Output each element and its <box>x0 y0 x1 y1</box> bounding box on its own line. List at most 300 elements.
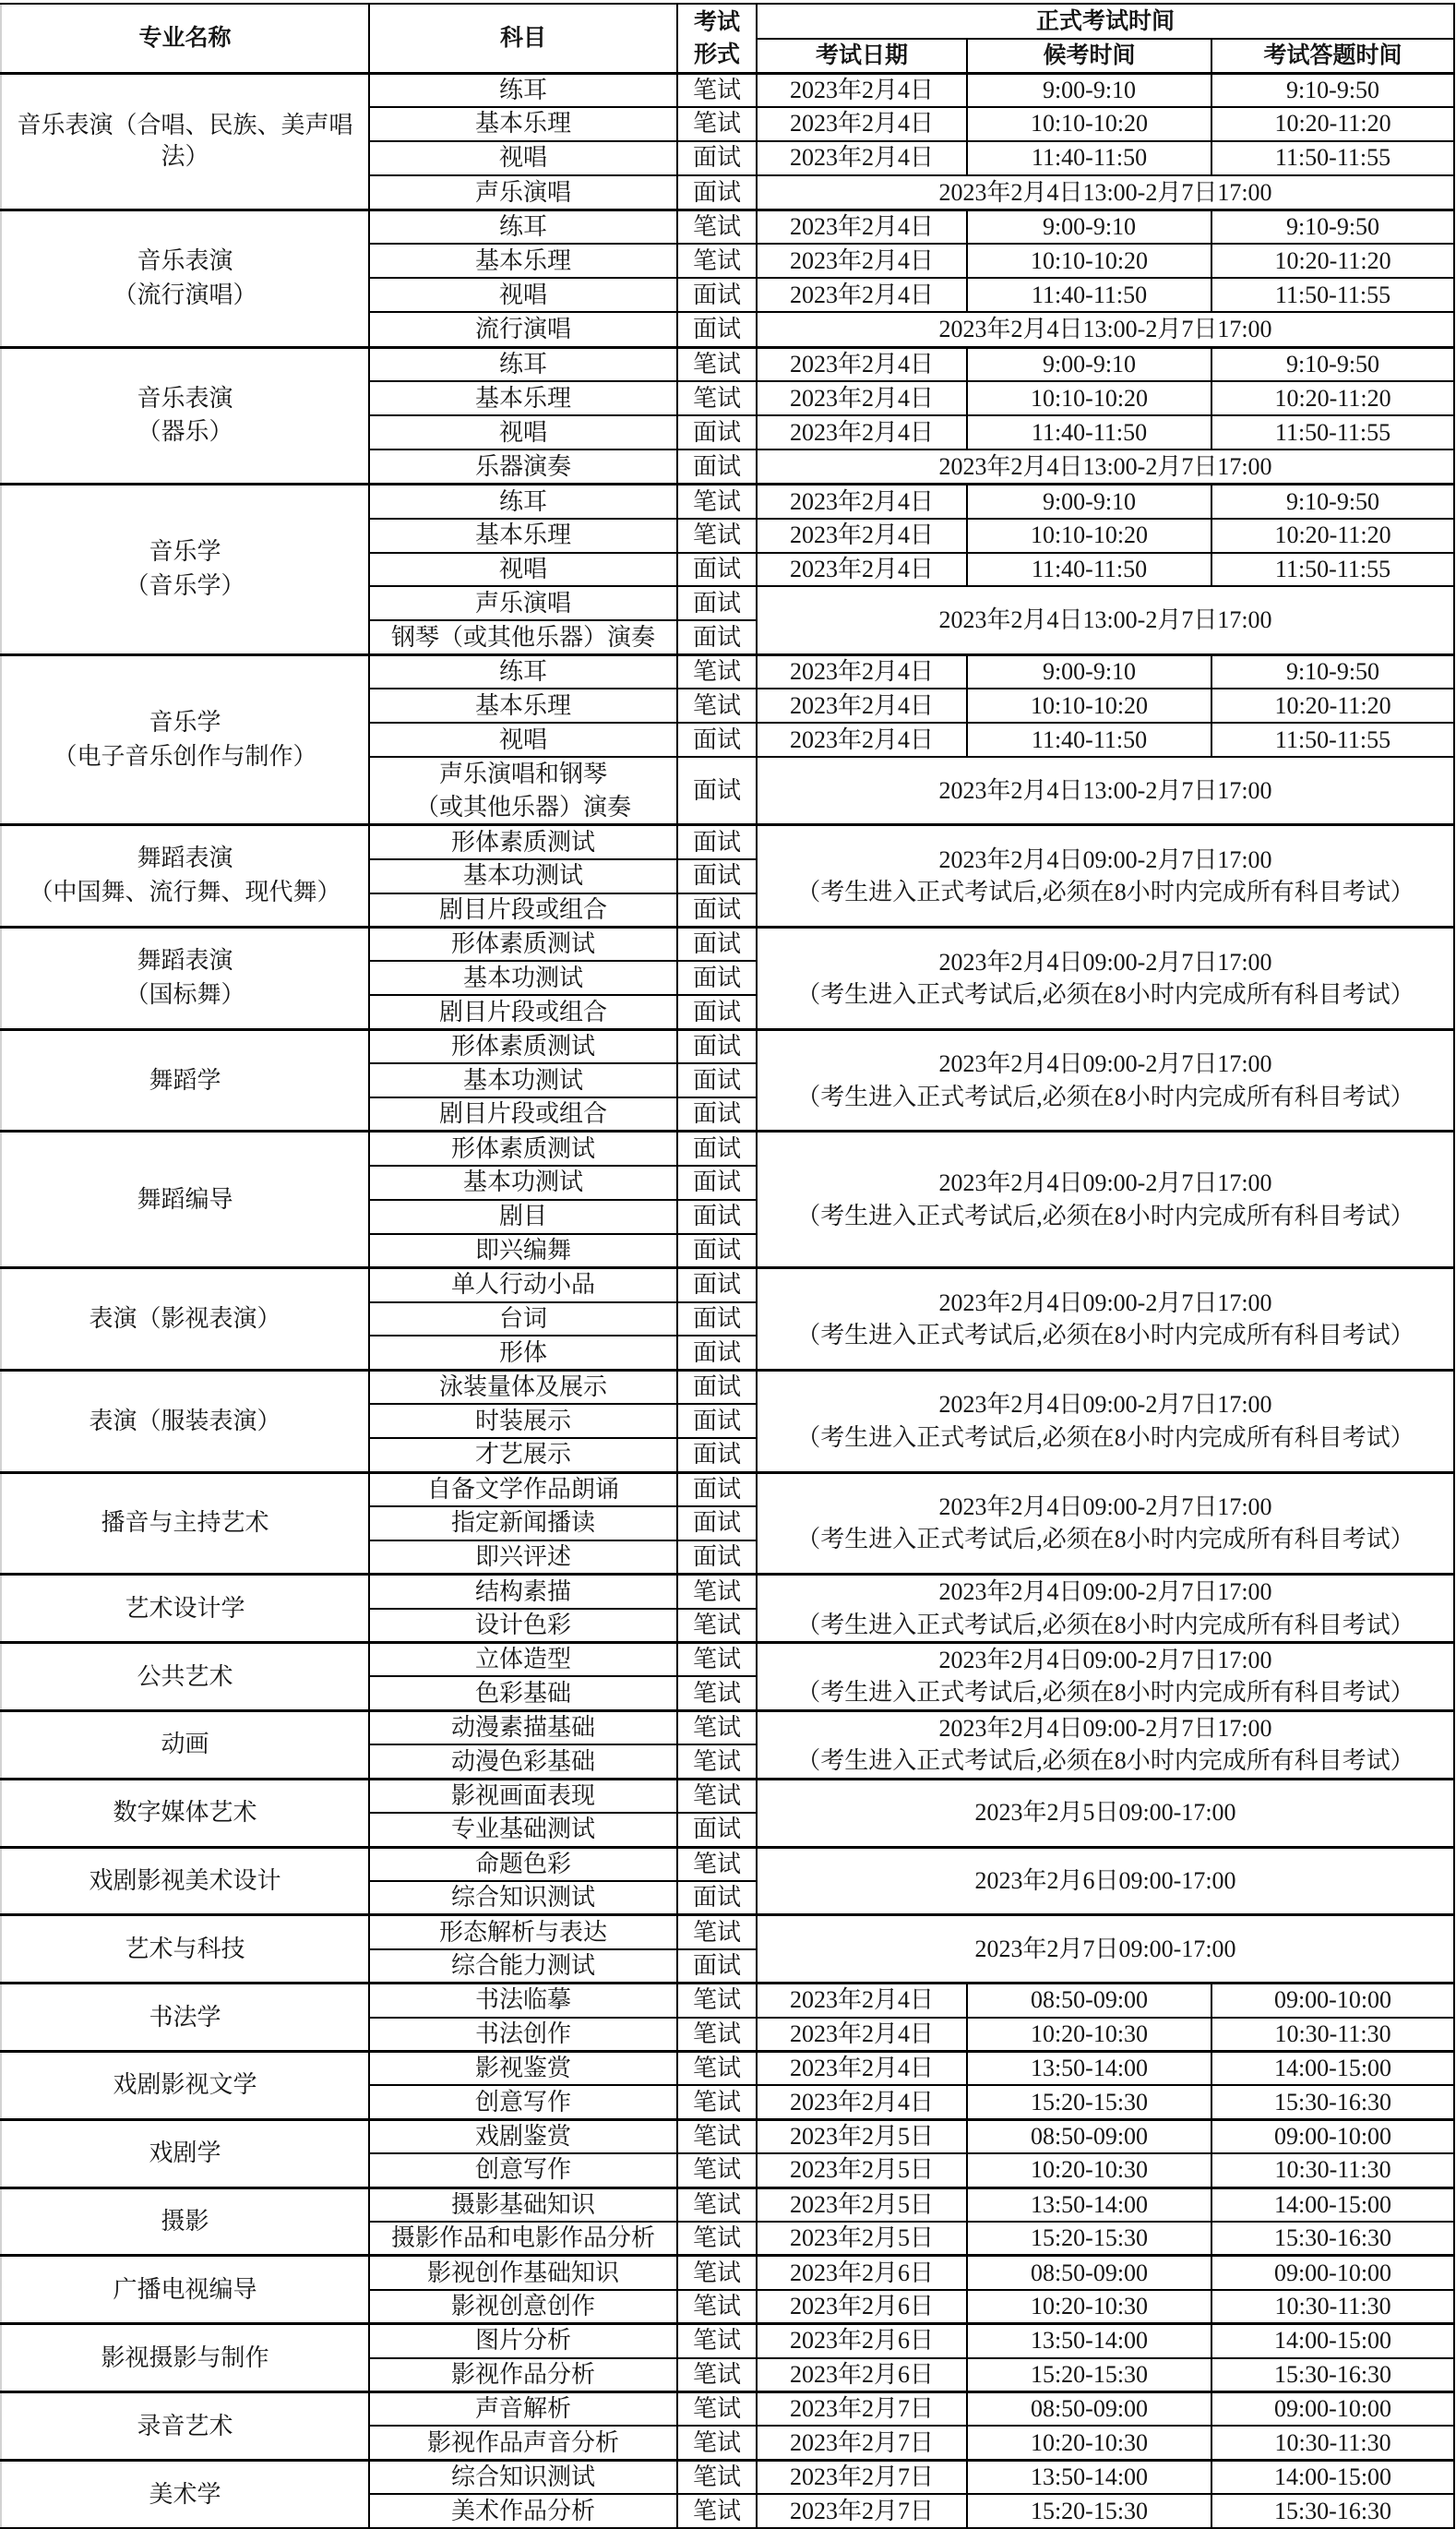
merged-time-cell <box>757 1847 1454 1915</box>
merged-time-cell <box>757 586 1454 654</box>
waiting-time-cell: 11:40-11:50 <box>967 278 1211 312</box>
table-header <box>1 4 1454 73</box>
waiting-time-cell: 11:40-11:50 <box>967 553 1211 587</box>
header-exam-form <box>677 4 757 73</box>
major-name-cell: 书法学 <box>1 1984 369 2052</box>
table-row <box>1 1268 1454 1302</box>
answer-time-cell: 11:50-11:55 <box>1211 723 1454 757</box>
major-name-cell: 艺术设计学 <box>1 1575 369 1643</box>
exam-form-cell: 面试 <box>677 1302 757 1336</box>
merged-time-line: 2023年2月4日09:00-2月7日17:00 <box>938 1050 1272 1078</box>
major-name-cell: 播音与主持艺术 <box>1 1472 369 1575</box>
major-name-line: （中国舞、流行舞、现代舞） <box>29 879 341 906</box>
exam-form-cell: 面试 <box>677 893 757 928</box>
major-name-cell <box>1 347 369 485</box>
subject-cell: 乐器演奏 <box>369 449 677 485</box>
answer-time-cell: 11:50-11:55 <box>1211 553 1454 587</box>
subject-cell: 视唱 <box>369 141 677 175</box>
subject-cell: 即兴编舞 <box>369 1234 677 1268</box>
answer-time-cell: 10:20-11:20 <box>1211 519 1454 553</box>
exam-form-cell: 面试 <box>677 1063 757 1097</box>
exam-date-cell: 2023年2月4日 <box>757 381 967 415</box>
answer-time-cell: 9:10-9:50 <box>1211 347 1454 381</box>
table-row <box>1 928 1454 962</box>
waiting-time-cell: 15:20-15:30 <box>967 2358 1211 2392</box>
header-official-time: 正式考试时间 <box>757 4 1454 39</box>
waiting-time-cell: 08:50-09:00 <box>967 1984 1211 2018</box>
table-row <box>1 2460 1454 2494</box>
waiting-time-cell: 10:20-10:30 <box>967 2153 1211 2187</box>
merged-time-line: 2023年2月4日09:00-2月7日17:00 <box>938 1578 1272 1606</box>
subject-cell: 戏剧鉴赏 <box>369 2119 677 2153</box>
major-name-cell: 摄影 <box>1 2187 369 2256</box>
exam-form-cell: 面试 <box>677 553 757 587</box>
major-name-line: （流行演唱） <box>113 281 257 308</box>
merged-time-line: （考生进入正式考试后,必须在8小时内完成所有科目考试） <box>796 1747 1414 1775</box>
exam-form-cell: 面试 <box>677 175 757 210</box>
major-name-line: 舞蹈表演 <box>137 845 233 872</box>
waiting-time-cell: 10:10-10:20 <box>967 244 1211 278</box>
subject-cell: 台词 <box>369 1302 677 1336</box>
subject-cell: 色彩基础 <box>369 1676 677 1710</box>
waiting-time-cell: 13:50-14:00 <box>967 2460 1211 2494</box>
exam-date-cell: 2023年2月4日 <box>757 347 967 381</box>
exam-date-cell: 2023年2月6日 <box>757 2324 967 2358</box>
answer-time-cell: 15:30-16:30 <box>1211 2085 1454 2119</box>
answer-time-cell: 15:30-16:30 <box>1211 2222 1454 2256</box>
exam-form-cell: 面试 <box>677 1336 757 1370</box>
exam-form-cell: 笔试 <box>677 2358 757 2392</box>
subject-cell: 练耳 <box>369 654 677 689</box>
header-waiting-time: 候考时间 <box>967 39 1211 73</box>
waiting-time-cell: 10:20-10:30 <box>967 2018 1211 2052</box>
subject-cell: 单人行动小品 <box>369 1268 677 1302</box>
exam-date-cell: 2023年2月4日 <box>757 485 967 519</box>
table-row <box>1 1370 1454 1404</box>
exam-form-cell: 面试 <box>677 995 757 1029</box>
table-row <box>1 2051 1454 2085</box>
answer-time-cell: 9:10-9:50 <box>1211 73 1454 107</box>
table-row <box>1 1029 1454 1063</box>
exam-date-cell: 2023年2月7日 <box>757 2460 967 2494</box>
answer-time-cell: 14:00-15:00 <box>1211 2460 1454 2494</box>
subject-cell: 基本功测试 <box>369 1166 677 1200</box>
waiting-time-cell: 11:40-11:50 <box>967 141 1211 175</box>
subject-line: 声乐演唱和钢琴 <box>438 761 607 788</box>
waiting-time-cell: 9:00-9:10 <box>967 654 1211 689</box>
exam-form-cell: 笔试 <box>677 2085 757 2119</box>
answer-time-cell: 10:20-11:20 <box>1211 689 1454 723</box>
merged-time-line: （考生进入正式考试后,必须在8小时内完成所有科目考试） <box>796 1526 1414 1553</box>
subject-cell: 剧目片段或组合 <box>369 1097 677 1132</box>
merged-time-line: 2023年2月6日09:00-17:00 <box>974 1867 1236 1895</box>
merged-time-cell <box>757 1575 1454 1643</box>
header-exam-date: 考试日期 <box>757 39 967 73</box>
waiting-time-cell: 10:20-10:30 <box>967 2290 1211 2324</box>
subject-cell: 命题色彩 <box>369 1847 677 1881</box>
exam-date-cell: 2023年2月6日 <box>757 2290 967 2324</box>
subject-cell: 基本乐理 <box>369 689 677 723</box>
subject-cell: 声乐演唱 <box>369 175 677 210</box>
exam-form-cell: 笔试 <box>677 2256 757 2290</box>
header-answer-time: 考试答题时间 <box>1211 39 1454 73</box>
subject-cell: 综合知识测试 <box>369 2460 677 2494</box>
answer-time-cell: 14:00-15:00 <box>1211 2324 1454 2358</box>
exam-form-cell: 笔试 <box>677 689 757 723</box>
table-row <box>1 210 1454 245</box>
merged-time-line: （考生进入正式考试后,必须在8小时内完成所有科目考试） <box>796 1083 1414 1110</box>
subject-cell: 视唱 <box>369 553 677 587</box>
exam-form-cell: 面试 <box>677 1949 757 1984</box>
header-exam-form-line: 形式 <box>693 41 740 68</box>
exam-date-cell: 2023年2月5日 <box>757 2153 967 2187</box>
exam-date-cell: 2023年2月4日 <box>757 553 967 587</box>
subject-cell: 立体造型 <box>369 1643 677 1677</box>
subject-cell: 摄影基础知识 <box>369 2187 677 2222</box>
merged-time-cell <box>757 1132 1454 1268</box>
exam-form-cell: 笔试 <box>677 2392 757 2427</box>
exam-form-cell: 笔试 <box>677 2460 757 2494</box>
major-name-line: 舞蹈表演 <box>137 946 233 974</box>
major-name-cell <box>1 825 369 928</box>
subject-cell: 结构素描 <box>369 1575 677 1609</box>
exam-form-cell: 面试 <box>677 1370 757 1404</box>
subject-line: （或其他乐器）演奏 <box>414 793 631 821</box>
waiting-time-cell: 10:10-10:20 <box>967 519 1211 553</box>
waiting-time-cell: 10:20-10:30 <box>967 2426 1211 2460</box>
merged-time-line: （考生进入正式考试后,必须在8小时内完成所有科目考试） <box>796 1202 1414 1229</box>
merged-time-cell <box>757 1915 1454 1984</box>
subject-cell: 设计色彩 <box>369 1609 677 1643</box>
exam-form-cell: 面试 <box>677 1438 757 1472</box>
exam-form-cell: 面试 <box>677 586 757 620</box>
subject-cell: 书法临摹 <box>369 1984 677 2018</box>
merged-time-line: 2023年2月4日09:00-2月7日17:00 <box>938 1493 1272 1521</box>
waiting-time-cell: 9:00-9:10 <box>967 73 1211 107</box>
subject-cell: 形态解析与表达 <box>369 1915 677 1949</box>
subject-cell: 创意写作 <box>369 2153 677 2187</box>
table-body <box>1 73 1454 2528</box>
merged-time-cell <box>757 928 1454 1030</box>
merged-time-line: 2023年2月4日13:00-2月7日17:00 <box>938 776 1272 804</box>
merged-time-line: （考生进入正式考试后,必须在8小时内完成所有科目考试） <box>796 1679 1414 1707</box>
exam-form-cell: 笔试 <box>677 1575 757 1609</box>
exam-form-cell: 面试 <box>677 1881 757 1915</box>
merged-time-line: （考生进入正式考试后,必须在8小时内完成所有科目考试） <box>796 1321 1414 1348</box>
exam-form-cell: 笔试 <box>677 2324 757 2358</box>
merged-time-cell <box>757 1710 1454 1779</box>
subject-cell: 练耳 <box>369 485 677 519</box>
major-name-cell: 公共艺术 <box>1 1643 369 1711</box>
merged-time-line: （考生进入正式考试后,必须在8小时内完成所有科目考试） <box>796 1611 1414 1638</box>
subject-cell: 影视作品声音分析 <box>369 2426 677 2460</box>
answer-time-cell: 10:20-11:20 <box>1211 244 1454 278</box>
subject-cell: 基本功测试 <box>369 961 677 995</box>
major-name-cell <box>1 485 369 655</box>
exam-form-cell: 笔试 <box>677 1744 757 1779</box>
table-row <box>1 485 1454 519</box>
merged-time-line: （考生进入正式考试后,必须在8小时内完成所有科目考试） <box>796 1423 1414 1451</box>
subject-cell: 声乐演唱 <box>369 586 677 620</box>
exam-date-cell: 2023年2月4日 <box>757 415 967 449</box>
major-name-line: （器乐） <box>137 418 233 446</box>
exam-form-cell: 笔试 <box>677 210 757 245</box>
subject-cell: 剧目片段或组合 <box>369 995 677 1029</box>
subject-cell: 钢琴（或其他乐器）演奏 <box>369 620 677 654</box>
major-name-cell: 美术学 <box>1 2460 369 2528</box>
exam-form-cell: 面试 <box>677 1166 757 1200</box>
merged-time-cell <box>757 1268 1454 1371</box>
table-row <box>1 1779 1454 1813</box>
exam-date-cell: 2023年2月7日 <box>757 2426 967 2460</box>
major-name-cell <box>1 928 369 1030</box>
subject-cell: 剧目 <box>369 1200 677 1234</box>
exam-date-cell: 2023年2月4日 <box>757 73 967 107</box>
merged-time-line: 2023年2月4日13:00-2月7日17:00 <box>938 178 1272 206</box>
exam-form-cell: 面试 <box>677 757 757 825</box>
merged-time-cell <box>757 1779 1454 1847</box>
table-row <box>1 1472 1454 1506</box>
exam-date-cell: 2023年2月6日 <box>757 2256 967 2290</box>
exam-date-cell: 2023年2月4日 <box>757 2085 967 2119</box>
subject-cell: 视唱 <box>369 278 677 312</box>
exam-date-cell: 2023年2月4日 <box>757 244 967 278</box>
exam-form-cell: 面试 <box>677 1813 757 1847</box>
exam-date-cell: 2023年2月5日 <box>757 2222 967 2256</box>
answer-time-cell: 10:30-11:30 <box>1211 2426 1454 2460</box>
subject-cell: 综合能力测试 <box>369 1949 677 1984</box>
answer-time-cell: 09:00-10:00 <box>1211 2119 1454 2153</box>
major-name-cell: 音乐表演（合唱、民族、美声唱法） <box>1 73 369 210</box>
exam-date-cell: 2023年2月4日 <box>757 2051 967 2085</box>
table-row <box>1 2392 1454 2427</box>
table-row <box>1 825 1454 859</box>
answer-time-cell: 10:30-11:30 <box>1211 2018 1454 2052</box>
waiting-time-cell: 10:10-10:20 <box>967 689 1211 723</box>
subject-cell: 图片分析 <box>369 2324 677 2358</box>
merged-time-cell <box>757 175 1454 210</box>
answer-time-cell: 9:10-9:50 <box>1211 210 1454 245</box>
merged-time-line: 2023年2月4日09:00-2月7日17:00 <box>938 1169 1272 1197</box>
answer-time-cell: 11:50-11:55 <box>1211 278 1454 312</box>
table-row <box>1 73 1454 107</box>
exam-form-cell: 笔试 <box>677 2018 757 2052</box>
subject-cell: 自备文学作品朗诵 <box>369 1472 677 1506</box>
subject-cell: 形体素质测试 <box>369 1029 677 1063</box>
header-row-top <box>1 4 1454 39</box>
waiting-time-cell: 15:20-15:30 <box>967 2085 1211 2119</box>
answer-time-cell: 9:10-9:50 <box>1211 485 1454 519</box>
subject-cell: 美术作品分析 <box>369 2494 677 2528</box>
merged-time-cell <box>757 1029 1454 1132</box>
exam-form-cell: 笔试 <box>677 1676 757 1710</box>
header-exam-form-line: 考试 <box>693 8 740 36</box>
exam-date-cell: 2023年2月5日 <box>757 2187 967 2222</box>
exam-form-cell: 笔试 <box>677 519 757 553</box>
subject-cell: 书法创作 <box>369 2018 677 2052</box>
major-name-line: 音乐学 <box>149 708 221 736</box>
subject-cell: 练耳 <box>369 347 677 381</box>
exam-date-cell: 2023年2月4日 <box>757 519 967 553</box>
major-name-line: 音乐表演 <box>137 246 233 274</box>
major-name-cell: 戏剧学 <box>1 2119 369 2187</box>
subject-cell: 影视鉴赏 <box>369 2051 677 2085</box>
answer-time-cell: 09:00-10:00 <box>1211 2392 1454 2427</box>
major-name-line: 音乐学 <box>149 538 221 566</box>
answer-time-cell: 11:50-11:55 <box>1211 141 1454 175</box>
subject-cell: 摄影作品和电影作品分析 <box>369 2222 677 2256</box>
exam-date-cell: 2023年2月4日 <box>757 141 967 175</box>
major-name-cell: 表演（影视表演） <box>1 1268 369 1371</box>
merged-time-line: （考生进入正式考试后,必须在8小时内完成所有科目考试） <box>796 879 1414 906</box>
subject-cell: 泳装量体及展示 <box>369 1370 677 1404</box>
exam-date-cell: 2023年2月4日 <box>757 689 967 723</box>
merged-time-line: 2023年2月4日09:00-2月7日17:00 <box>938 1288 1272 1316</box>
answer-time-cell: 10:30-11:30 <box>1211 2290 1454 2324</box>
answer-time-cell: 14:00-15:00 <box>1211 2051 1454 2085</box>
exam-form-cell: 面试 <box>677 620 757 654</box>
exam-form-cell: 笔试 <box>677 2426 757 2460</box>
exam-form-cell: 笔试 <box>677 2051 757 2085</box>
exam-form-cell: 面试 <box>677 1132 757 1166</box>
subject-cell: 基本功测试 <box>369 1063 677 1097</box>
exam-form-cell: 面试 <box>677 1472 757 1506</box>
subject-cell: 基本乐理 <box>369 519 677 553</box>
exam-form-cell: 笔试 <box>677 2494 757 2528</box>
answer-time-cell: 11:50-11:55 <box>1211 415 1454 449</box>
merged-time-cell <box>757 1370 1454 1472</box>
exam-date-cell: 2023年2月4日 <box>757 654 967 689</box>
exam-form-cell: 笔试 <box>677 2119 757 2153</box>
exam-form-cell: 面试 <box>677 1200 757 1234</box>
table-row <box>1 1710 1454 1744</box>
subject-cell: 视唱 <box>369 415 677 449</box>
table-row <box>1 1984 1454 2018</box>
table-row <box>1 1847 1454 1881</box>
exam-form-cell: 面试 <box>677 1506 757 1540</box>
major-name-cell: 广播电视编导 <box>1 2256 369 2324</box>
major-name-line: 音乐表演 <box>137 384 233 412</box>
merged-time-cell <box>757 1472 1454 1575</box>
exam-form-cell: 笔试 <box>677 2153 757 2187</box>
major-name-cell: 影视摄影与制作 <box>1 2324 369 2392</box>
header-subject: 科目 <box>369 4 677 73</box>
merged-time-line: （考生进入正式考试后,必须在8小时内完成所有科目考试） <box>796 980 1414 1008</box>
exam-date-cell: 2023年2月4日 <box>757 278 967 312</box>
subject-cell: 形体素质测试 <box>369 1132 677 1166</box>
exam-date-cell: 2023年2月4日 <box>757 1984 967 2018</box>
exam-form-cell: 面试 <box>677 312 757 347</box>
subject-cell: 影视创意创作 <box>369 2290 677 2324</box>
merged-time-line: 2023年2月4日09:00-2月7日17:00 <box>938 1391 1272 1419</box>
subject-cell: 基本乐理 <box>369 107 677 141</box>
exam-form-cell: 面试 <box>677 1097 757 1132</box>
answer-time-cell: 10:30-11:30 <box>1211 2153 1454 2187</box>
exam-form-cell: 面试 <box>677 1234 757 1268</box>
waiting-time-cell: 08:50-09:00 <box>967 2119 1211 2153</box>
subject-cell: 形体素质测试 <box>369 928 677 962</box>
merged-time-line: 2023年2月4日13:00-2月7日17:00 <box>938 452 1272 480</box>
subject-cell: 才艺展示 <box>369 1438 677 1472</box>
major-name-line: （电子音乐创作与制作） <box>53 742 317 770</box>
exam-form-cell: 笔试 <box>677 347 757 381</box>
exam-form-cell: 笔试 <box>677 107 757 141</box>
merged-time-cell <box>757 312 1454 347</box>
table-row <box>1 2187 1454 2222</box>
subject-cell: 基本乐理 <box>369 381 677 415</box>
waiting-time-cell: 08:50-09:00 <box>967 2392 1211 2427</box>
subject-cell: 专业基础测试 <box>369 1813 677 1847</box>
answer-time-cell: 09:00-10:00 <box>1211 2256 1454 2290</box>
waiting-time-cell: 13:50-14:00 <box>967 2324 1211 2358</box>
exam-form-cell: 面试 <box>677 1404 757 1438</box>
table-row <box>1 2256 1454 2290</box>
answer-time-cell: 15:30-16:30 <box>1211 2494 1454 2528</box>
subject-cell: 基本功测试 <box>369 859 677 893</box>
waiting-time-cell: 9:00-9:10 <box>967 347 1211 381</box>
exam-form-cell: 面试 <box>677 928 757 962</box>
table-row <box>1 1132 1454 1166</box>
subject-cell: 影视画面表现 <box>369 1779 677 1813</box>
exam-date-cell: 2023年2月4日 <box>757 2018 967 2052</box>
exam-date-cell: 2023年2月7日 <box>757 2494 967 2528</box>
exam-date-cell: 2023年2月6日 <box>757 2358 967 2392</box>
subject-cell <box>369 757 677 825</box>
major-name-cell <box>1 654 369 825</box>
major-name-cell: 戏剧影视美术设计 <box>1 1847 369 1915</box>
merged-time-line: 2023年2月7日09:00-17:00 <box>974 1936 1236 1963</box>
subject-cell: 时装展示 <box>369 1404 677 1438</box>
exam-form-cell: 面试 <box>677 141 757 175</box>
exam-form-cell: 面试 <box>677 723 757 757</box>
exam-form-cell: 笔试 <box>677 1643 757 1677</box>
answer-time-cell: 9:10-9:50 <box>1211 654 1454 689</box>
subject-cell: 流行演唱 <box>369 312 677 347</box>
exam-form-cell: 笔试 <box>677 1847 757 1881</box>
major-name-line: （音乐学） <box>125 572 245 599</box>
subject-cell: 指定新闻播读 <box>369 1506 677 1540</box>
exam-form-cell: 面试 <box>677 1540 757 1575</box>
exam-date-cell: 2023年2月4日 <box>757 210 967 245</box>
waiting-time-cell: 13:50-14:00 <box>967 2187 1211 2222</box>
subject-cell: 动漫色彩基础 <box>369 1744 677 1779</box>
subject-cell: 剧目片段或组合 <box>369 893 677 928</box>
subject-cell: 创意写作 <box>369 2085 677 2119</box>
exam-form-cell: 面试 <box>677 1268 757 1302</box>
answer-time-cell: 09:00-10:00 <box>1211 1984 1454 2018</box>
exam-form-cell: 笔试 <box>677 1779 757 1813</box>
table-row <box>1 2324 1454 2358</box>
header-major: 专业名称 <box>1 4 369 73</box>
merged-time-line: 2023年2月4日09:00-2月7日17:00 <box>938 1647 1272 1674</box>
waiting-time-cell: 08:50-09:00 <box>967 2256 1211 2290</box>
exam-date-cell: 2023年2月7日 <box>757 2392 967 2427</box>
major-name-cell: 戏剧影视文学 <box>1 2051 369 2119</box>
merged-time-cell <box>757 757 1454 825</box>
table-row <box>1 1643 1454 1677</box>
exam-form-cell: 笔试 <box>677 73 757 107</box>
exam-form-cell: 笔试 <box>677 1609 757 1643</box>
exam-date-cell: 2023年2月5日 <box>757 2119 967 2153</box>
subject-cell: 形体素质测试 <box>369 825 677 859</box>
merged-time-line: 2023年2月4日09:00-2月7日17:00 <box>938 948 1272 976</box>
answer-time-cell: 14:00-15:00 <box>1211 2187 1454 2222</box>
table-row <box>1 2119 1454 2153</box>
subject-cell: 即兴评述 <box>369 1540 677 1575</box>
subject-cell: 声音解析 <box>369 2392 677 2427</box>
subject-cell: 动漫素描基础 <box>369 1710 677 1744</box>
major-name-cell: 表演（服装表演） <box>1 1370 369 1472</box>
